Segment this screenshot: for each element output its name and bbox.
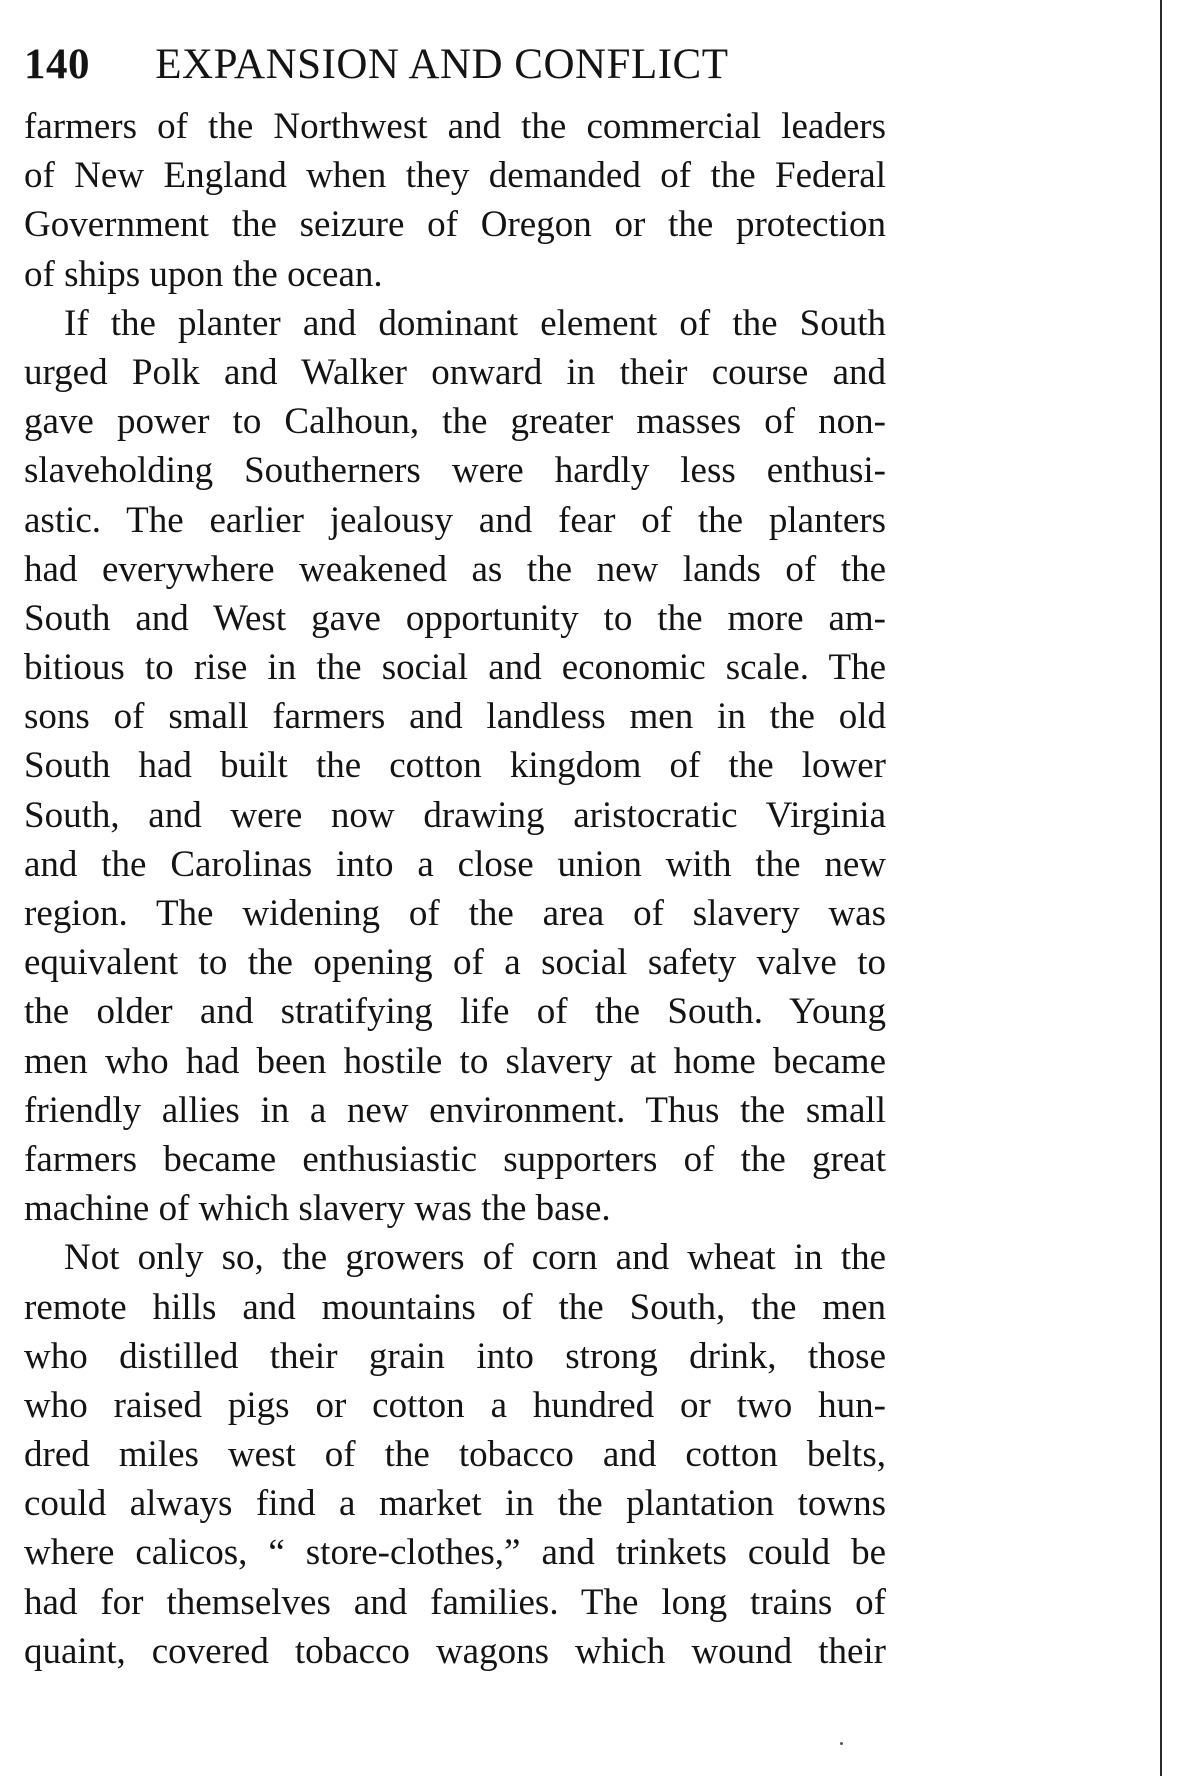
text-line: region. The widening of the area of slavery was	[24, 893, 886, 934]
running-head: EXPANSION AND CONFLICT	[155, 41, 729, 88]
text-line: could always find a market in the plantation towns	[24, 1483, 886, 1525]
text-line: men who had been hostile to slavery at home became	[24, 1040, 886, 1082]
text-line: farmers of the Northwest and the commercial leaders	[24, 106, 886, 147]
text-line: gave power to Calhoun, the greater masses of non-	[24, 401, 886, 443]
text-line: urged Polk and Walker onward in their course and	[24, 351, 886, 393]
text-line: and the Carolinas into a close union with the new	[24, 843, 886, 885]
text-line: quaint, covered tobacco wagons which wound their	[24, 1630, 886, 1672]
text-line: equivalent to the opening of a social safety valve to	[24, 942, 886, 984]
text-line: astic. The earlier jealousy and fear of the planters	[24, 499, 886, 541]
scan-speck	[840, 1742, 843, 1745]
text-line: dred miles west of the tobacco and cotton belts,	[24, 1434, 886, 1476]
text-line: remote hills and mountains of the South, the men	[24, 1286, 886, 1328]
text-line: Government the seizure of Oregon or the protection	[24, 204, 886, 246]
text-line: machine of which slavery was the base.	[24, 1188, 611, 1230]
body-text	[24, 102, 886, 1676]
text-line: South had built the cotton kingdom of the lower	[24, 745, 886, 787]
text-line: If the planter and dominant element of the South	[64, 302, 886, 344]
text-line: slaveholding Southerners were hardly less enthusi-	[24, 450, 886, 492]
text-line: had everywhere weakened as the new lands of the	[24, 548, 886, 590]
text-line: the older and stratifying life of the South. Young	[24, 991, 886, 1033]
text-line: South and West gave opportunity to the more am-	[24, 597, 886, 639]
text-line: South, and were now drawing aristocratic Virginia	[24, 794, 886, 836]
page-header	[24, 40, 884, 90]
page-edge-rule	[1160, 0, 1162, 1776]
text-line: of New England when they demanded of the Federal	[24, 155, 886, 197]
text-line: friendly allies in a new environment. Thus the small	[24, 1089, 886, 1131]
text-line: bitious to rise in the social and economic scale. The	[24, 647, 886, 689]
text-line: who distilled their grain into strong drink, those	[24, 1335, 886, 1377]
text-line: who raised pigs or cotton a hundred or two hun-	[24, 1384, 886, 1426]
text-line: Not only so, the growers of corn and wheat in the	[64, 1237, 886, 1279]
text-line: of ships upon the ocean.	[24, 253, 383, 295]
text-line: sons of small farmers and landless men in the old	[24, 696, 886, 738]
text-line: had for themselves and families. The long trains of	[24, 1581, 886, 1623]
page-number: 140	[24, 41, 90, 88]
text-line: where calicos, “ store-clothes,” and trinkets could be	[24, 1532, 886, 1574]
text-line: farmers became enthusiastic supporters of the great	[24, 1138, 886, 1180]
